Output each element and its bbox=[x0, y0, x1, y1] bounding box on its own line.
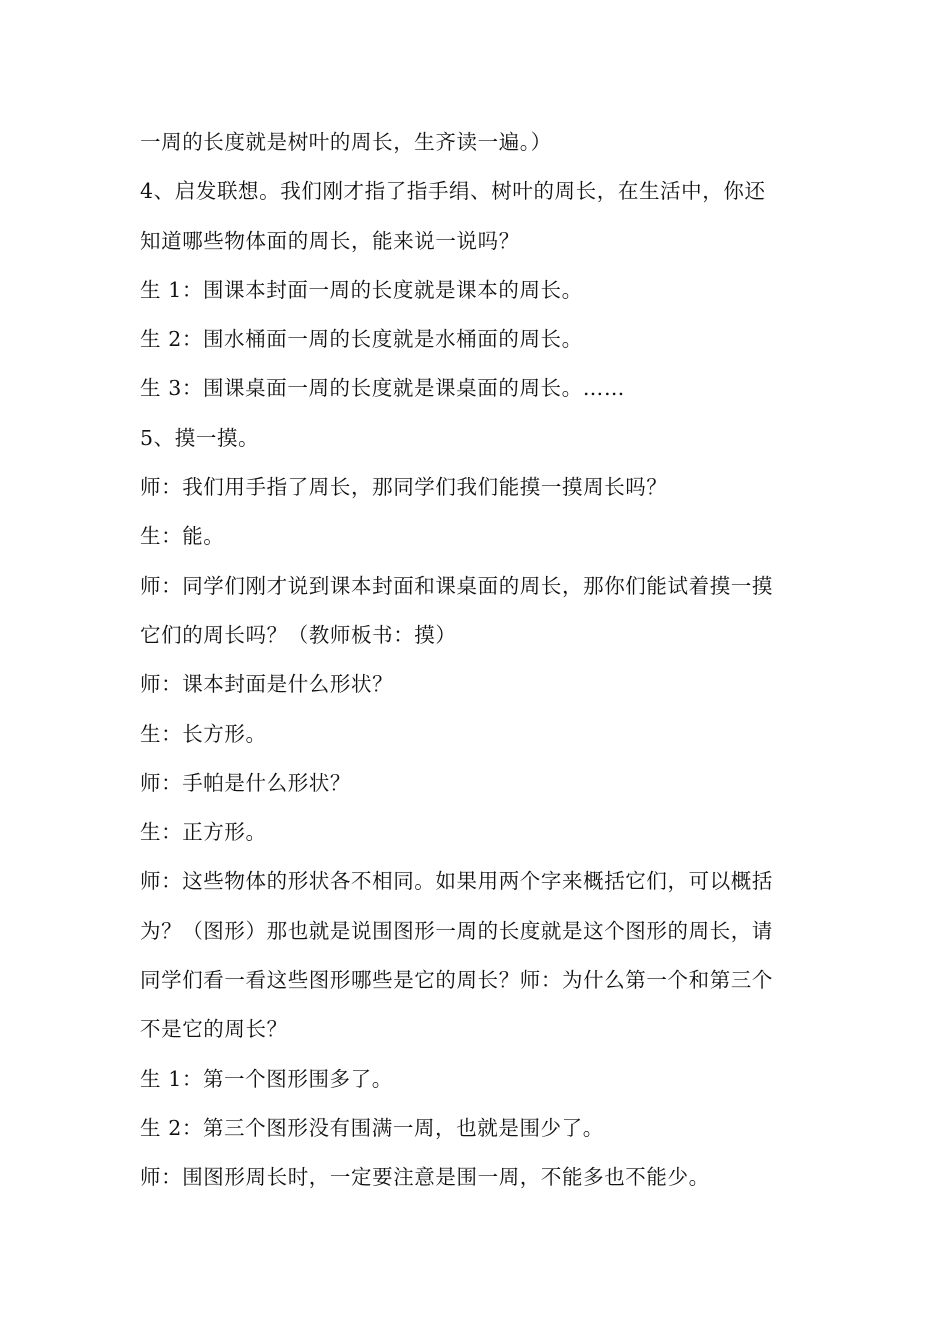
text-line-8: 师：我们用手指了周长，那同学们我们能摸一摸周长吗？ bbox=[140, 475, 668, 500]
text-line-16: 师：这些物体的形状各不相同。如果用两个字来概括它们，可以概括 bbox=[140, 869, 773, 894]
text-line-15: 生：正方形。 bbox=[140, 820, 267, 845]
text-line-10: 师：同学们刚才说到课本封面和课桌面的周长，那你们能试着摸一摸 bbox=[140, 573, 773, 598]
text-line-22: 师：围图形周长时，一定要注意是围一周，不能多也不能少。 bbox=[140, 1165, 710, 1190]
text-line-3: 知道哪些物体面的周长，能来说一说吗？ bbox=[140, 228, 520, 253]
text-line-7: 5、摸一摸。 bbox=[140, 425, 260, 450]
text-line-21: 生 2：第三个图形没有围满一周，也就是围少了。 bbox=[140, 1115, 604, 1140]
text-line-4: 生 1：围课本封面一周的长度就是课本的周长。 bbox=[140, 277, 583, 302]
lesson-text bbox=[140, 118, 820, 1203]
text-line-17: 为？（图形）那也就是说围图形一周的长度就是这个图形的周长，请 bbox=[140, 918, 773, 943]
text-line-1: 一周的长度就是树叶的周长，生齐读一遍。） bbox=[140, 130, 552, 154]
text-line-13: 生：长方形。 bbox=[140, 721, 267, 746]
text-line-12: 师：课本封面是什么形状？ bbox=[140, 672, 394, 697]
text-line-20: 生 1：第一个图形围多了。 bbox=[140, 1066, 393, 1091]
text-line-9: 生：能。 bbox=[140, 524, 225, 549]
text-line-5: 生 2：围水桶面一周的长度就是水桶面的周长。 bbox=[140, 327, 583, 352]
text-line-14: 师：手帕是什么形状？ bbox=[140, 770, 351, 795]
text-line-6: 生 3：围课桌面一周的长度就是课桌面的周长。…… bbox=[140, 376, 625, 401]
text-line-11: 它们的周长吗？（教师板书：摸） bbox=[140, 622, 457, 647]
text-line-18: 同学们看一看这些图形哪些是它的周长？师：为什么第一个和第三个 bbox=[140, 968, 773, 993]
text-line-19: 不是它的周长？ bbox=[140, 1017, 288, 1042]
text-line-2: 4、启发联想。我们刚才指了指手绢、树叶的周长，在生活中，你还 bbox=[140, 179, 766, 204]
